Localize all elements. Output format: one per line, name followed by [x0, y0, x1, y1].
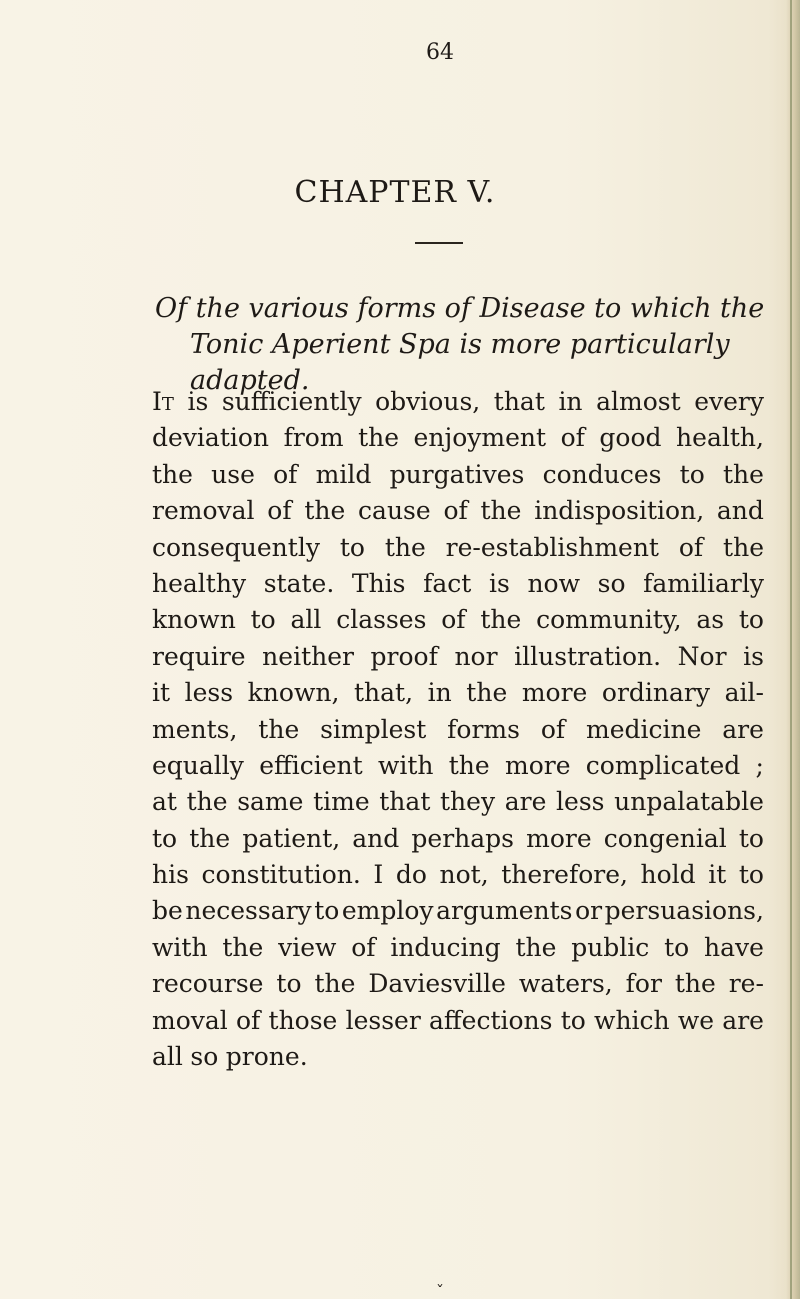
- paragraph-line: [152, 966, 764, 1002]
- word: view: [278, 932, 337, 962]
- word: to: [152, 823, 178, 853]
- word: more: [521, 678, 588, 708]
- paragraph-line: [152, 420, 764, 456]
- word: do: [395, 860, 427, 890]
- word: the: [723, 532, 764, 562]
- word: hold: [640, 860, 696, 890]
- word: re-establishment: [445, 532, 659, 562]
- word: they: [440, 787, 496, 817]
- word: is: [488, 568, 510, 598]
- word: sufficiently: [221, 387, 362, 416]
- word: or: [575, 896, 603, 926]
- word: the: [189, 823, 231, 853]
- word: that: [379, 787, 431, 817]
- word: is: [743, 641, 764, 671]
- word: recourse: [152, 969, 264, 999]
- word: in: [427, 678, 452, 708]
- word: of: [351, 932, 376, 962]
- word: that: [493, 387, 545, 416]
- word: cause: [358, 496, 431, 526]
- word: deviation: [152, 423, 270, 453]
- paragraph-line: [152, 1039, 764, 1075]
- word: Nor: [677, 641, 727, 671]
- subtitle-line: Of the various forms of Disease to which the: [155, 293, 765, 324]
- word: and: [716, 496, 764, 526]
- word: indisposition,: [534, 496, 705, 526]
- word: more: [504, 750, 571, 780]
- word: of: [540, 714, 566, 744]
- word: of: [441, 605, 466, 635]
- body-paragraph: [152, 384, 764, 1075]
- paragraph-line: [152, 784, 764, 820]
- subtitle-line: Tonic Aperient Spa is more particularly: [190, 329, 730, 360]
- page-number: 64: [426, 40, 454, 65]
- word: we: [677, 1005, 715, 1035]
- word: of: [678, 532, 704, 562]
- word: almost: [596, 387, 681, 416]
- word: mild: [315, 459, 372, 489]
- word: use: [211, 459, 255, 489]
- word: re-: [728, 969, 764, 999]
- paragraph-line: [152, 639, 764, 675]
- paragraph-line: [152, 566, 764, 602]
- word: more: [526, 823, 592, 853]
- word: prone.: [225, 1042, 308, 1072]
- paragraph-line: [152, 857, 764, 893]
- word: proof: [370, 641, 438, 671]
- word: is: [187, 387, 209, 416]
- word: with: [377, 750, 434, 780]
- word: of: [443, 496, 468, 526]
- word: the: [186, 787, 228, 817]
- word: to: [276, 969, 302, 999]
- word: fact: [423, 568, 472, 598]
- word: unpalatable: [614, 787, 764, 817]
- word: are: [504, 787, 547, 817]
- word: the: [304, 496, 346, 526]
- word: not,: [439, 860, 489, 890]
- word: inducing: [390, 932, 501, 962]
- word: simplest: [320, 714, 427, 744]
- word: in: [558, 387, 583, 416]
- word: to: [314, 896, 340, 926]
- word: less: [556, 787, 605, 817]
- word: necessary: [185, 896, 312, 926]
- word: waters,: [518, 969, 613, 999]
- word: as: [696, 605, 725, 635]
- word: moval: [152, 1005, 228, 1035]
- word: equally: [152, 750, 244, 780]
- word: familiarly: [643, 568, 764, 598]
- word: ;: [755, 750, 764, 780]
- chapter-title: CHAPTER V.: [294, 175, 496, 210]
- word: so: [190, 1042, 219, 1072]
- word: at: [152, 787, 177, 817]
- word: health,: [676, 423, 764, 453]
- word: purgatives: [389, 459, 525, 489]
- word: are: [722, 1005, 764, 1035]
- word: lesser: [345, 1005, 421, 1035]
- paragraph-line: [152, 748, 764, 784]
- word: arguments: [436, 896, 573, 926]
- word: the: [480, 496, 522, 526]
- word: illustration.: [514, 641, 662, 671]
- word: from: [283, 423, 344, 453]
- word: same: [237, 787, 304, 817]
- word: it: [152, 678, 171, 708]
- word: time: [313, 787, 370, 817]
- word: community,: [536, 605, 682, 635]
- word: the: [152, 459, 193, 489]
- word: nor: [454, 641, 498, 671]
- word: classes: [336, 605, 427, 635]
- word: conduces: [542, 459, 662, 489]
- word: healthy: [152, 568, 247, 598]
- word: therefore,: [501, 860, 628, 890]
- word: to: [560, 1005, 586, 1035]
- subtitle-line: adapted.: [190, 365, 310, 396]
- word: affections: [429, 1005, 553, 1035]
- word: to: [339, 532, 365, 562]
- word: to: [250, 605, 276, 635]
- word: public: [571, 932, 650, 962]
- word: ail-: [724, 678, 764, 708]
- divider-rule: [415, 242, 463, 244]
- word: neither: [262, 641, 354, 671]
- word: enjoyment: [413, 423, 547, 453]
- word: the: [384, 532, 426, 562]
- paragraph-line: [152, 1003, 764, 1039]
- paragraph-line: [152, 384, 764, 420]
- word: It: [152, 387, 174, 416]
- word: complicated: [585, 750, 741, 780]
- word: constitution.: [201, 860, 361, 890]
- printer-mark: ˯: [436, 1268, 444, 1287]
- word: of: [273, 459, 298, 489]
- word: with: [152, 932, 208, 962]
- word: of: [267, 496, 292, 526]
- word: perhaps: [411, 823, 515, 853]
- word: to: [738, 823, 764, 853]
- word: I: [373, 860, 384, 890]
- word: obvious,: [375, 387, 481, 416]
- word: to: [664, 932, 690, 962]
- word: the: [674, 969, 716, 999]
- word: the: [222, 932, 264, 962]
- word: every: [694, 387, 764, 416]
- word: all: [152, 1042, 183, 1072]
- word: efficient: [259, 750, 363, 780]
- word: ments,: [152, 714, 238, 744]
- word: the: [314, 969, 356, 999]
- word: of: [236, 1005, 261, 1035]
- word: those: [268, 1005, 338, 1035]
- binding-edge: [790, 0, 792, 1299]
- word: removal: [152, 496, 255, 526]
- word: patient,: [242, 823, 341, 853]
- word: good: [599, 423, 662, 453]
- word: of: [560, 423, 585, 453]
- word: be: [152, 896, 183, 926]
- word: all: [290, 605, 322, 635]
- chapter-subtitle: [155, 291, 765, 399]
- paragraph-line: [152, 675, 764, 711]
- paragraph-line: [152, 821, 764, 857]
- word: medicine: [586, 714, 702, 744]
- paragraph-line: [152, 493, 764, 529]
- word: consequently: [152, 532, 320, 562]
- word: the: [480, 605, 522, 635]
- paragraph-line: [152, 712, 764, 748]
- word: ordinary: [601, 678, 711, 708]
- word: known,: [247, 678, 340, 708]
- word: are: [722, 714, 764, 744]
- word: less: [184, 678, 234, 708]
- word: for: [625, 969, 662, 999]
- word: the: [358, 423, 400, 453]
- word: to: [738, 860, 764, 890]
- paragraph-line: [152, 602, 764, 638]
- word: his: [152, 860, 189, 890]
- paragraph-line: [152, 930, 764, 966]
- paragraph-line: [152, 530, 764, 566]
- word: it: [708, 860, 727, 890]
- word: the: [723, 459, 764, 489]
- word: forms: [447, 714, 520, 744]
- word: persuasions,: [604, 896, 764, 926]
- word: now: [527, 568, 580, 598]
- word: the: [258, 714, 300, 744]
- paragraph-line: [152, 457, 764, 493]
- word: which: [594, 1005, 670, 1035]
- word: employ: [341, 896, 434, 926]
- word: that,: [353, 678, 414, 708]
- word: the: [448, 750, 490, 780]
- word: require: [152, 641, 246, 671]
- word: to: [738, 605, 764, 635]
- word: to: [679, 459, 705, 489]
- word: This: [351, 568, 406, 598]
- word: state.: [263, 568, 335, 598]
- word: the: [466, 678, 508, 708]
- word: Daviesville: [368, 969, 506, 999]
- word: known: [152, 605, 236, 635]
- word: the: [515, 932, 557, 962]
- word: have: [704, 932, 764, 962]
- paragraph-line: [152, 893, 764, 929]
- word: so: [597, 568, 626, 598]
- word: and: [352, 823, 400, 853]
- word: congenial: [603, 823, 727, 853]
